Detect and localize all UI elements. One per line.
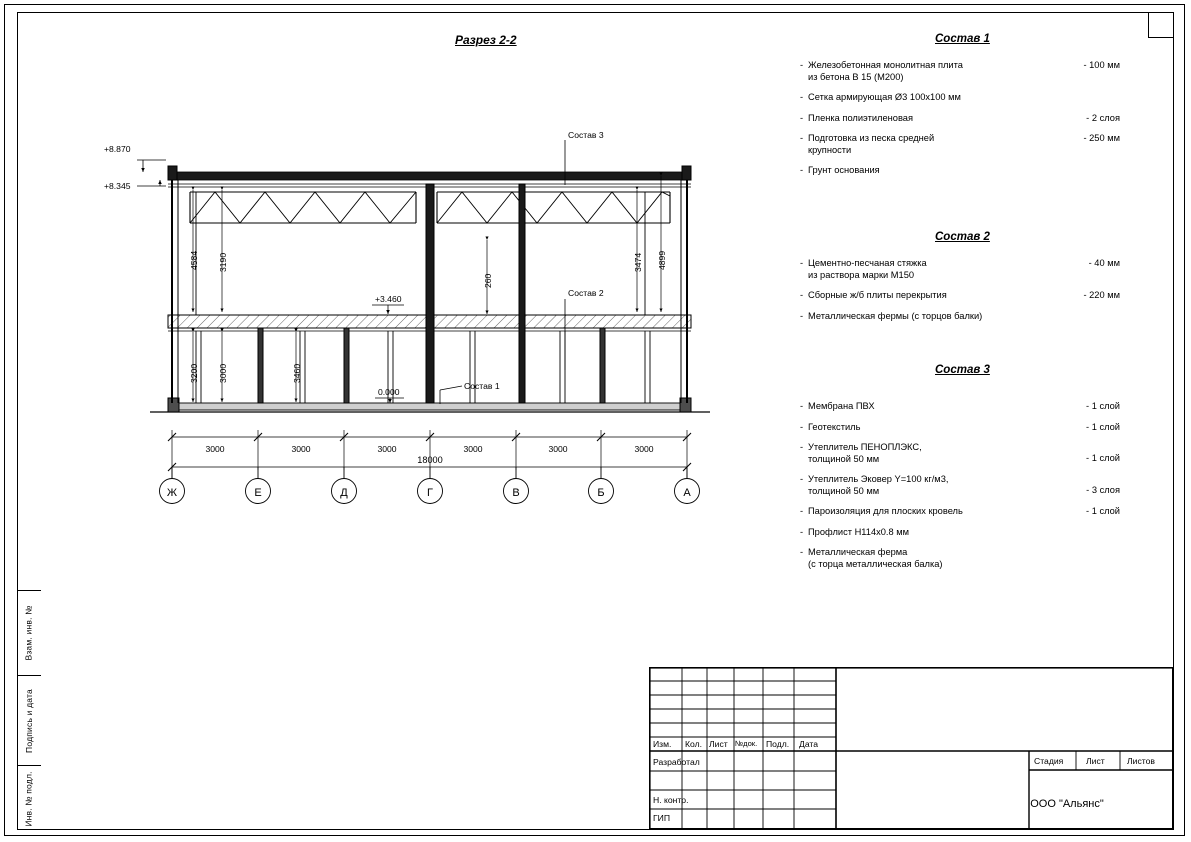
span-dim-5: 3000 (634, 444, 654, 454)
sostav3-row-4-value: - 1 слой (1086, 506, 1120, 516)
page-title: Разрез 2-2 (455, 33, 517, 47)
sostav3-row-3-text: Утеплитель Эковер Y=100 кг/м3, толщиной 50 мм (808, 474, 949, 496)
sostav1-row-0 (800, 60, 1120, 83)
level-mark-3: 0.000 (378, 387, 400, 397)
tb-stage-2: Листов (1127, 756, 1155, 766)
dash: - (800, 165, 804, 175)
sostav2-row-1-text: Сборные ж/б плиты перекрытия (808, 290, 947, 300)
dash: - (800, 547, 804, 557)
sostav1-list (800, 60, 1120, 186)
tb-header-5: Дата (799, 739, 819, 749)
tb-header-3: №док. (735, 739, 758, 748)
dash: - (800, 526, 804, 537)
left-cell-label-1: Подпись и дата (24, 688, 34, 753)
sostav1-row-1 (800, 92, 1120, 104)
tb-stage-0: Стадия (1034, 756, 1064, 766)
sostav3-row-3 (800, 474, 1120, 497)
tb-role-2: Н. контр. (653, 795, 689, 805)
vdim-4899: 4899 (657, 250, 667, 270)
sostav3-row-0-value: - 1 слой (1086, 401, 1120, 411)
sostav1-row-2 (800, 113, 1120, 125)
dash: - (800, 258, 804, 268)
sostav1-row-0-text: Железобетонная монолитная плита из бетона В 15 (М200) (808, 60, 963, 82)
dash: - (800, 112, 804, 123)
sostav1-row-3 (800, 133, 1120, 156)
axis-label-4: В (512, 487, 520, 499)
sostav2-row-0-text: Цементно-песчаная стяжка из раствора марки М150 (808, 258, 927, 280)
dash: - (800, 92, 804, 102)
sostav1-row-3-text: Подготовка из песка средней крупности (808, 133, 935, 155)
span-dim-3: 3000 (463, 444, 483, 454)
sostav1-row-4 (800, 165, 1120, 177)
sostav2-row-1-value: - 220 мм (1083, 290, 1120, 300)
sostav3-row-2-text: Утеплитель ПЕНОПЛЭКС, толщиной 50 мм (808, 442, 922, 464)
dash: - (800, 401, 804, 411)
dash: - (800, 474, 804, 484)
sostav2-row-0 (800, 258, 1120, 281)
sostav3-row-5 (800, 527, 1120, 539)
sostav3-row-1-text: Геотекстиль (808, 421, 861, 432)
axis-label-6: А (683, 487, 691, 499)
dash: - (800, 421, 804, 432)
dash: - (800, 442, 804, 452)
vdim-3000: 3000 (218, 363, 228, 383)
sostav3-title: Состав 3 (935, 364, 990, 376)
sostav2-row-0-value: - 40 мм (1088, 258, 1120, 268)
vdim-4584: 4584 (189, 250, 199, 270)
tb-header-1: Кол. (685, 739, 702, 749)
sostav1-row-2-value: - 2 слоя (1086, 112, 1120, 123)
vdim-260: 260 (483, 273, 493, 288)
tb-header-2: Лист (709, 739, 728, 749)
level-mark-1: +8.345 (104, 181, 131, 191)
sostav1-row-3-value: - 250 мм (1083, 133, 1120, 143)
callout-sostav3: Состав 3 (568, 130, 604, 140)
sostav3-row-3-value: - 3 слоя (1086, 485, 1120, 495)
tb-stage-1: Лист (1086, 756, 1105, 766)
vdim-3474: 3474 (633, 252, 643, 272)
level-mark-2: +3.460 (375, 294, 402, 304)
sostav3-row-4 (800, 506, 1120, 518)
title-block (649, 667, 1174, 830)
dash: - (800, 290, 804, 300)
dash: - (800, 133, 804, 143)
span-dim-1: 3000 (291, 444, 311, 454)
left-cell-label-0: Взам. инв. № (24, 605, 34, 661)
total-dim: 18000 (417, 455, 443, 465)
axis-label-0: Ж (166, 487, 178, 499)
sostav3-row-6-text: Металлическая ферма (с торца металлическая балка) (808, 547, 943, 569)
axis-label-2: Д (340, 487, 348, 499)
sostav3-row-6 (800, 547, 1120, 570)
sostav3-row-2-value: - 1 слой (1086, 453, 1120, 463)
axis-label-5: Б (597, 487, 605, 499)
dash: - (800, 506, 804, 516)
sostav3-row-2 (800, 442, 1120, 465)
tb-header-0: Изм. (653, 739, 672, 749)
tb-role-3: ГИП (653, 813, 671, 823)
span-dim-4: 3000 (548, 444, 568, 454)
dash: - (800, 60, 804, 70)
sostav3-row-0 (800, 401, 1120, 413)
sostav2-row-2 (800, 311, 1120, 323)
vdim-3200: 3200 (189, 363, 199, 383)
axis-label-3: Г (427, 487, 433, 499)
sostav2-row-2-text: Металлическая фермы (с торцов балки) (808, 310, 983, 321)
company-name: ООО "Альянс" (1030, 798, 1104, 810)
callout-sostav2: Состав 2 (568, 288, 604, 298)
dash: - (800, 310, 804, 321)
tb-header-4: Подл. (766, 739, 790, 749)
sostav2-row-1 (800, 290, 1120, 302)
sostav3-row-1-value: - 1 слой (1086, 421, 1120, 432)
sostav1-row-2-text: Пленка полиэтиленовая (808, 112, 913, 123)
span-dim-2: 3000 (377, 444, 397, 454)
level-mark-0: +8.870 (104, 144, 131, 154)
sostav3-row-1 (800, 422, 1120, 434)
vdim-3460: 3460 (292, 363, 302, 383)
left-cell-label-2: Инв. № подл. (24, 770, 35, 827)
span-dim-0: 3000 (205, 444, 225, 454)
callout-sostav1: Состав 1 (464, 381, 500, 391)
sostav3-list (800, 401, 1120, 579)
vdim-3190: 3190 (218, 252, 228, 272)
sostav2-list (800, 258, 1120, 331)
sostav1-title: Состав 1 (935, 33, 990, 45)
sostav1-row-1-text: Сетка армирующая Ø3 100х100 мм (808, 92, 961, 102)
axis-label-1: Е (254, 487, 262, 499)
sostav3-row-4-text: Пароизоляция для плоских кровель (808, 506, 963, 516)
sostav1-row-4-text: Грунт основания (808, 165, 880, 175)
sostav2-title: Состав 2 (935, 231, 990, 243)
sostav3-row-0-text: Мембрана ПВХ (808, 401, 875, 411)
sostav1-row-0-value: - 100 мм (1083, 60, 1120, 70)
sostav3-row-5-text: Профлист Н114х0.8 мм (808, 526, 910, 537)
tb-role-0: Разработал (653, 757, 700, 767)
